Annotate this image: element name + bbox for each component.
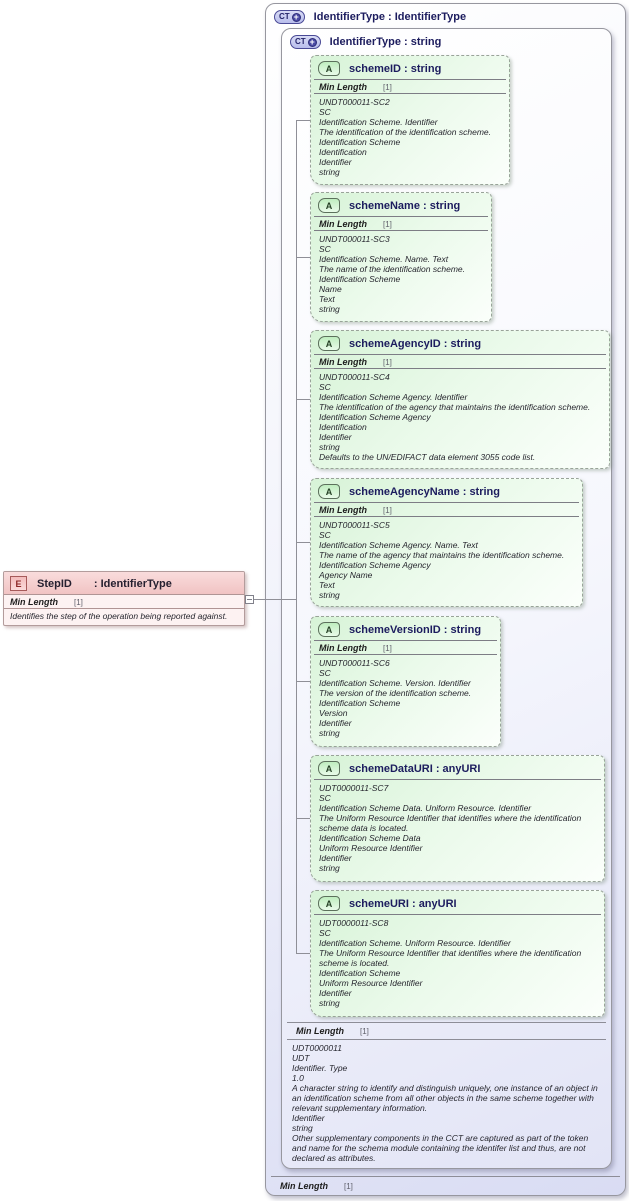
- attribute-title: schemeAgencyName : string: [349, 485, 500, 498]
- attribute-doc: UNDT000011-SC5 SC Identification Scheme Agency. Name. Text The name of the agency that maintains the identification scheme. Identification Scheme Agency Agency Name Text string: [319, 520, 565, 600]
- facet-name: Min Length: [280, 1181, 328, 1191]
- collapse-handle[interactable]: [245, 595, 254, 604]
- facet-row: [311, 355, 609, 368]
- attribute-box-schemeDataURI: [310, 755, 605, 882]
- attribute-header: [311, 193, 491, 216]
- attribute-box-schemeVersionID: [310, 616, 501, 747]
- attribute-box-schemeURI: [310, 890, 605, 1017]
- facet-value: [1]: [383, 506, 392, 515]
- attribute-header: [311, 56, 509, 79]
- complex-type-icon: [274, 10, 305, 24]
- attribute-doc: UNDT000011-SC2 SC Identification Scheme. Identifier The identification of the identification scheme. Identification Scheme Identification Identifier string: [319, 97, 491, 177]
- facet-value: [1]: [383, 644, 392, 653]
- facet-name: Min Length: [319, 219, 367, 229]
- attribute-title: schemeID : string: [349, 62, 442, 75]
- connector-stub: [296, 818, 310, 819]
- attribute-box-schemeName: [310, 192, 492, 322]
- facet-name: Min Length: [319, 357, 367, 367]
- element-type: : IdentifierType: [93, 577, 172, 590]
- element-icon: E: [10, 576, 27, 591]
- outer-box-header: [274, 10, 466, 24]
- attribute-icon: A: [318, 61, 340, 76]
- expand-icon[interactable]: +: [309, 37, 315, 47]
- facet-value: [1]: [383, 83, 392, 92]
- facet-row: [311, 503, 582, 516]
- facet-name: Min Length: [319, 82, 367, 92]
- facet-value: [1]: [383, 220, 392, 229]
- facet-row: [311, 80, 509, 93]
- connector-stub: [296, 681, 310, 682]
- facet-value: [1]: [74, 598, 83, 607]
- attribute-icon: A: [318, 761, 340, 776]
- inner-box-header: [290, 35, 441, 49]
- attribute-doc: UNDT000011-SC3 SC Identification Scheme. Name. Text The name of the identification scheme. Identification Scheme Name Text string: [319, 234, 465, 314]
- attribute-title: schemeAgencyID : string: [349, 337, 482, 350]
- facet-row: [272, 1179, 361, 1192]
- ct-icon-label: CT: [295, 37, 306, 46]
- attribute-title: schemeURI : anyURI: [349, 897, 457, 910]
- facet-value: [1]: [344, 1182, 353, 1191]
- element-name: StepID: [37, 577, 72, 590]
- connector-stub: [296, 399, 310, 400]
- attribute-doc: UDT0000011-SC7 SC Identification Scheme Data. Uniform Resource. Identifier The Uniform Resource Identifier that identifies where the identification scheme data is located. Identification Scheme Data Uniform Resource Identifier Identifier string: [319, 783, 582, 873]
- attribute-box-schemeID: [310, 55, 510, 185]
- minus-icon: [247, 599, 252, 600]
- attribute-icon: A: [318, 484, 340, 499]
- facet-name: Min Length: [296, 1026, 344, 1036]
- connector-stub: [296, 120, 310, 121]
- facet-value: [1]: [383, 358, 392, 367]
- connector-stub: [296, 257, 310, 258]
- attribute-doc: UNDT000011-SC4 SC Identification Scheme Agency. Identifier The identification of the agency that maintains the identification scheme. Identification Scheme Agency Identification Identifier string Defaults to the UN/EDIFACT data element 3055 code list.: [319, 372, 591, 462]
- connector-element-line: [254, 599, 297, 600]
- attribute-title: schemeDataURI : anyURI: [349, 762, 481, 775]
- facet-row: [4, 595, 244, 608]
- connector-stub: [296, 953, 310, 954]
- expand-icon[interactable]: +: [293, 12, 299, 22]
- divider: [271, 1176, 620, 1177]
- complex-type-icon: [290, 35, 321, 49]
- ct-icon-label: CT: [279, 12, 290, 21]
- attribute-box-schemeAgencyName: [310, 478, 583, 607]
- outer-box-title: IdentifierType : IdentifierType: [313, 11, 467, 23]
- attribute-header: [311, 331, 609, 354]
- attribute-icon: A: [318, 198, 340, 213]
- attribute-icon: A: [318, 622, 340, 637]
- element-doc: Identifies the step of the operation being reported against.: [10, 611, 228, 621]
- attribute-doc: UDT0000011-SC8 SC Identification Scheme. Uniform Resource. Identifier The Uniform Resource Identifier that identifies where the identification scheme is located. Identification Scheme Uniform Resource Identifier Identifier string: [319, 918, 582, 1008]
- divider: [287, 1022, 606, 1023]
- attribute-box-schemeAgencyID: [310, 330, 610, 469]
- facet-name: Min Length: [10, 597, 58, 607]
- facet-name: Min Length: [319, 643, 367, 653]
- facet-row: [311, 217, 491, 230]
- attribute-title: schemeVersionID : string: [349, 623, 482, 636]
- element-header: [4, 572, 244, 594]
- inner-box-title: IdentifierType : string: [329, 36, 442, 48]
- attribute-header: [311, 617, 500, 640]
- facet-name: Min Length: [319, 505, 367, 515]
- connector-stub: [296, 542, 310, 543]
- inner-box-doc: UDT0000011 UDT Identifier. Type 1.0 A character string to identify and distinguish uniquely, one instance of an object in an identification scheme from all other objects in the same scheme together with relevant supplementary information. Identifier string Other supplementary components in the CCT are captured as part of the token and name for the schema module containing the identifer list and thus, are not declared as attributes.: [292, 1043, 598, 1163]
- facet-row: [311, 641, 500, 654]
- attribute-title: schemeName : string: [349, 199, 461, 212]
- attribute-header: [311, 891, 604, 914]
- facet-row: [288, 1024, 377, 1037]
- attribute-header: [311, 479, 582, 502]
- attribute-header: [311, 756, 604, 779]
- attribute-icon: A: [318, 336, 340, 351]
- attribute-icon: A: [318, 896, 340, 911]
- connector-spine: [296, 120, 297, 954]
- attribute-doc: UNDT000011-SC6 SC Identification Scheme. Version. Identifier The version of the identification scheme. Identification Scheme Version Identifier string: [319, 658, 472, 738]
- facet-value: [1]: [360, 1027, 369, 1036]
- element-box-StepID: [3, 571, 245, 626]
